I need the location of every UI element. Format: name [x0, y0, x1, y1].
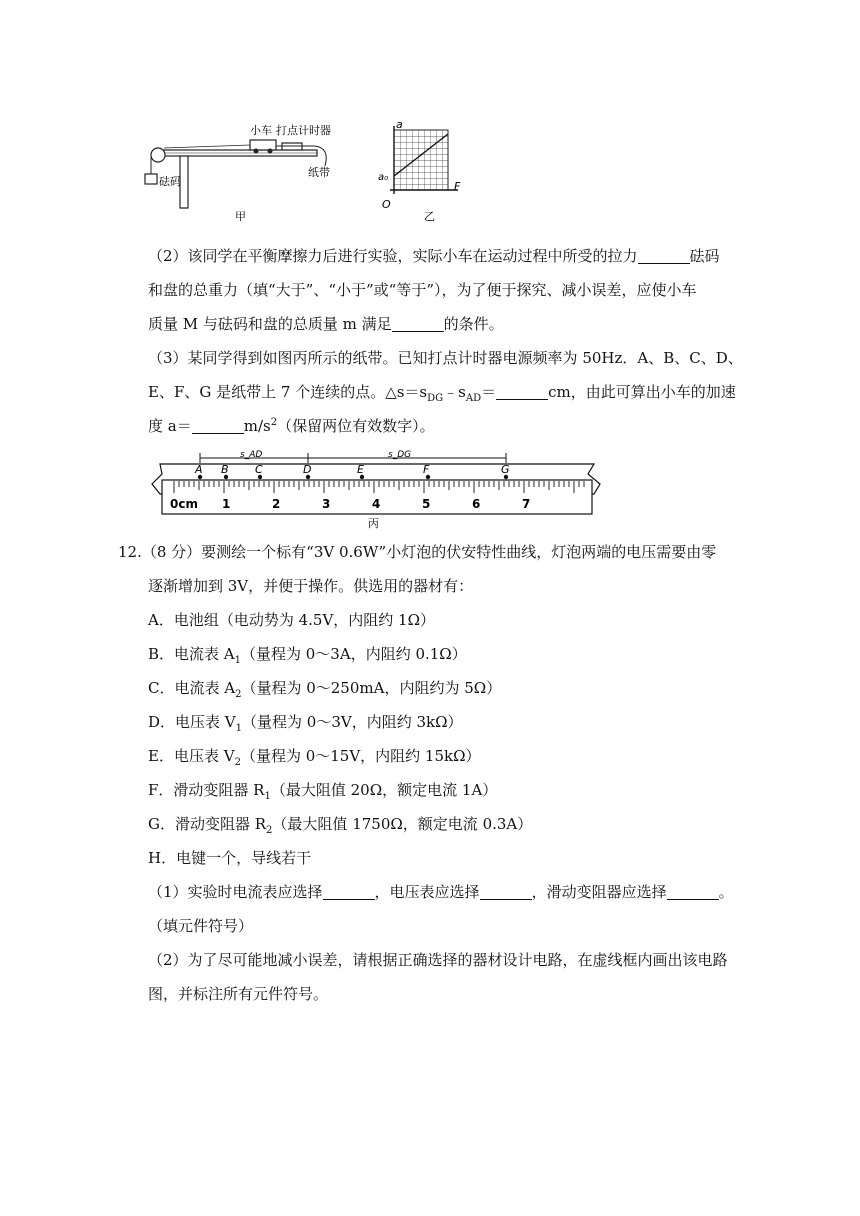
ruler-label-1: 1 [222, 497, 231, 511]
answer-blank[interactable] [496, 385, 548, 400]
yi-origin: O [382, 198, 391, 211]
figure-jia [140, 118, 355, 230]
caption-jia: 甲 [235, 210, 246, 223]
ruler-label-5: 5 [422, 497, 431, 511]
q12-option-e: E．电压表 $V_2$（量程为 0～15V，内阻约 15kΩ） [148, 747, 481, 768]
q12-sub2-line1: （2）为了尽可能地减小误差，请根据正确选择的器材设计电路，在虚线框内画出该电路 [148, 951, 728, 969]
q12-option-h: H．电键一个，导线若干 [148, 849, 312, 867]
label-timer: 打点计时器 [276, 124, 331, 137]
caption-yi: 乙 [424, 210, 435, 223]
point-c: C [255, 463, 263, 476]
q11-2-line3: 质量 M 与砝码和盘的总质量 m 满足 的条件。 [148, 315, 504, 333]
q12-line2: 逐渐增加到 3V，并便于操作。供选用的器材有： [148, 577, 474, 595]
yi-axis-x: F [454, 180, 461, 193]
ruler-label-7: 7 [522, 497, 531, 511]
answer-blank[interactable] [638, 249, 690, 264]
q12-sub1-line1: （1）实验时电流表应选择 ，电压表应选择 ，滑动变阻器应选择 。 [148, 883, 734, 901]
label-weight: 砝码 [159, 175, 181, 188]
caption-bing: 丙 [368, 517, 379, 530]
ruler-label-2: 2 [272, 497, 281, 511]
ruler-label-4: 4 [372, 497, 381, 511]
q12-line1: 12.（8 分）要测绘一个标有“3V 0.6W”小灯泡的伏安特性曲线，灯泡两端的电压需要由零 [118, 543, 717, 561]
q11-3-line1: （3）某同学得到如图丙所示的纸带。已知打点计时器电源频率为 50Hz．A、B、C、D、 [148, 349, 743, 367]
q11-2-line1: （2）该同学在平衡摩擦力后进行实验，实际小车在运动过程中所受的拉力 砝码 [148, 247, 720, 265]
q11-2-line2: 和盘的总重力（填“大于”、“小于”或“等于”），为了便于探究、减小误差，应使小车 [148, 281, 697, 299]
figure-yi [376, 118, 471, 230]
answer-blank[interactable] [480, 885, 532, 900]
q12-sub1-line2: （填元件符号） [148, 917, 254, 935]
q12-option-f: F．滑动变阻器 $R_1$（最大阻值 20Ω，额定电流 1A） [148, 781, 498, 802]
point-f: F [423, 463, 430, 476]
answer-blank[interactable] [667, 885, 719, 900]
yi-axis-y: a [396, 118, 403, 131]
ruler-label-6: 6 [472, 497, 481, 511]
label-s-ad: s_AD [240, 450, 263, 460]
point-e: E [357, 463, 364, 476]
label-car: 小车 [250, 124, 272, 137]
yi-intercept: a₀ [378, 172, 389, 183]
q12-option-g: G．滑动变阻器 $R_2$（最大阻值 1750Ω，额定电流 0.3A） [148, 815, 533, 836]
q12-option-d: D．电压表 $V_1$（量程为 0～3V，内阻约 3kΩ） [148, 713, 463, 734]
answer-blank[interactable] [192, 419, 244, 434]
point-d: D [303, 463, 312, 476]
q11-3-line3: 度 $a= m/s^2$（保留两位有效数字）。 [148, 417, 435, 435]
point-g: G [501, 463, 510, 476]
q12-option-a: A．电池组（电动势为 4.5V，内阻约 1Ω） [148, 611, 436, 629]
figure-bing [148, 450, 608, 534]
q12-option-c: C．电流表 $A_2$（量程为 0～250mA，内阻约为 5Ω） [148, 679, 502, 700]
label-s-dg: s_DG [388, 450, 412, 460]
ruler-label-3: 3 [322, 497, 331, 511]
q12-option-b: B．电流表 $A_1$（量程为 0～3A，内阻约 0.1Ω） [148, 645, 467, 666]
label-tape: 纸带 [308, 166, 330, 179]
point-b: B [221, 463, 229, 476]
ruler-label-0: 0cm [170, 497, 198, 511]
q11-3-line2: E、F、G 是纸带上 7 个连续的点。$\triangle s=s_{DG}﹣s_{AD}=$ cm，由此可算出小车的加速 [148, 383, 736, 404]
answer-blank[interactable] [392, 317, 444, 332]
q12-sub2-line2: 图，并标注所有元件符号。 [148, 985, 329, 1003]
answer-blank[interactable] [323, 885, 375, 900]
point-a: A [195, 463, 203, 476]
